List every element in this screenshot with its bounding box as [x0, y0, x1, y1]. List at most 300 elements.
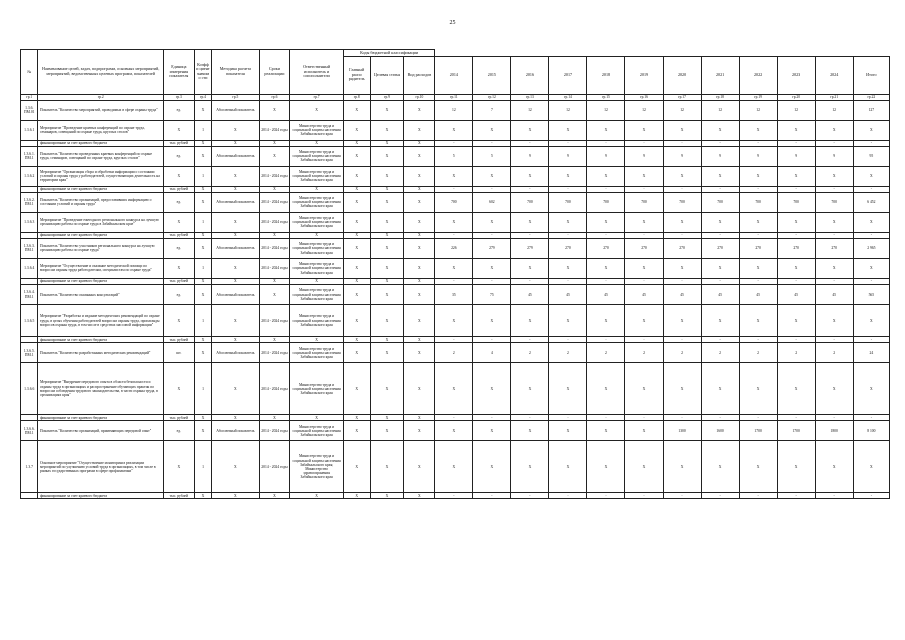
program-table-wrapper — [20, 49, 890, 499]
row-number-cell: 1.3.6.5. ПМ.1 — [21, 343, 38, 363]
table-cell: 700 — [777, 192, 815, 212]
table-cell: Х — [343, 441, 370, 493]
table-cell: 12 — [739, 100, 777, 120]
table-cell: - — [625, 278, 663, 284]
table-cell: Абсолютный показатель — [212, 146, 259, 166]
table-cell: 2 — [549, 343, 587, 363]
table-cell: Х — [259, 140, 290, 146]
table-cell: Х — [815, 120, 853, 140]
table-cell: Х — [259, 337, 290, 343]
table-cell: ед. — [163, 285, 194, 305]
table-cell: - — [815, 140, 853, 146]
row-number-cell: 1.3.6.2 — [21, 166, 38, 186]
table-cell: 9 — [739, 146, 777, 166]
table-cell: Х — [549, 212, 587, 232]
table-cell: Министерство труда и социальной защиты населения Забайкальского края — [290, 421, 343, 441]
table-cell: Х — [370, 343, 404, 363]
row-name-cell: Мероприятие "Проведение ежегодного регионального конкурса на лучшую организацию работы по охране труда в Забайкальском крае" — [38, 212, 163, 232]
table-cell: - — [739, 415, 777, 421]
table-cell: Х — [663, 305, 701, 337]
row-number-cell: 1.3.6.3. ПМ.1 — [21, 238, 38, 258]
table-cell: Х — [343, 493, 370, 499]
column-number-cell: гр.7 — [290, 94, 343, 100]
table-cell: Х — [853, 363, 889, 415]
table-cell: Х — [212, 120, 259, 140]
table-cell: Х — [853, 120, 889, 140]
table-cell: Х — [194, 192, 211, 212]
table-cell: - — [815, 493, 853, 499]
header-budget-codes: Коды бюджетной классификации — [343, 50, 435, 57]
table-cell: Х — [739, 305, 777, 337]
column-number-cell: гр.11 — [435, 94, 473, 100]
table-cell: Х — [739, 166, 777, 186]
table-cell: 2014 - 2024 годы — [259, 120, 290, 140]
table-cell: Х — [259, 186, 290, 192]
table-cell: - — [853, 140, 889, 146]
row-number-cell: 1.3.6.1 — [21, 120, 38, 140]
table-cell: ед. — [163, 100, 194, 120]
table-row — [21, 421, 890, 441]
table-cell: 45 — [739, 285, 777, 305]
table-cell: Х — [587, 441, 625, 493]
table-cell: 700 — [587, 192, 625, 212]
table-cell: - — [663, 186, 701, 192]
table-cell: Х — [587, 258, 625, 278]
table-cell: 45 — [549, 285, 587, 305]
table-cell: Х — [511, 441, 549, 493]
table-cell: Х — [212, 441, 259, 493]
table-cell: Х — [343, 186, 370, 192]
table-cell: Х — [370, 186, 404, 192]
table-cell: Х — [212, 140, 259, 146]
table-cell: 9 — [815, 146, 853, 166]
table-cell: - — [473, 140, 511, 146]
table-cell: - — [549, 186, 587, 192]
row-number-cell: 1.3.6.3 — [21, 212, 38, 232]
table-cell: - — [473, 415, 511, 421]
table-cell: Х — [473, 166, 511, 186]
table-cell: Х — [163, 120, 194, 140]
table-cell: Х — [435, 212, 473, 232]
table-cell: - — [663, 493, 701, 499]
table-cell: Х — [259, 285, 290, 305]
table-cell: 2014 - 2024 годы — [259, 238, 290, 258]
table-cell: Министерство труда и социальной защиты населения Забайкальского края — [290, 363, 343, 415]
header-year: 2014 — [435, 56, 473, 94]
table-cell: Х — [212, 232, 259, 238]
table-cell: - — [739, 337, 777, 343]
table-cell: Х — [343, 100, 370, 120]
table-cell: 2 — [511, 343, 549, 363]
table-cell: Х — [163, 258, 194, 278]
table-cell: - — [549, 415, 587, 421]
table-cell: Х — [404, 415, 435, 421]
table-cell: 9 — [549, 146, 587, 166]
table-cell: Х — [370, 166, 404, 186]
header-year: 2023 — [777, 56, 815, 94]
table-cell: - — [701, 140, 739, 146]
header-grbs: Главный распо рядитель — [343, 56, 370, 94]
table-cell: Х — [663, 258, 701, 278]
header-blank — [435, 50, 890, 57]
row-name-cell: Мероприятие "Разработка и издание методических рекомендаций по охране труда, в целях обучения работодателей вопросам охраны труда, пропаганды вопросов охраны труда, в том числе в средствах массовой информации" — [38, 305, 163, 337]
table-cell: 5 — [473, 146, 511, 166]
table-header — [21, 50, 890, 95]
table-cell: - — [853, 415, 889, 421]
table-cell: - — [815, 278, 853, 284]
table-cell: Х — [404, 120, 435, 140]
table-cell: Х — [290, 278, 343, 284]
table-cell: 270 — [625, 238, 663, 258]
column-number-cell: гр.4 — [194, 94, 211, 100]
table-cell: Абсолютный показатель — [212, 192, 259, 212]
row-name-cell: Показатель "Количество организаций, применяющих передовой опыт" — [38, 421, 163, 441]
table-cell: Х — [404, 363, 435, 415]
table-cell: Х — [739, 212, 777, 232]
table-cell: 12 — [777, 100, 815, 120]
table-cell: 5 — [435, 146, 473, 166]
header-name: Наименование целей, задач, подпрограмм, основных мероприятий, мероприятий, ведомственных целевых программ, показателей — [38, 50, 163, 95]
row-name-cell: финансирование за счет краевого бюджета — [38, 415, 163, 421]
column-number-cell: гр.17 — [663, 94, 701, 100]
header-total: Итого — [853, 56, 889, 94]
table-cell: Министерство труда и социальной защиты населения Забайкальского края — [290, 343, 343, 363]
table-cell: Х — [701, 441, 739, 493]
table-cell: 45 — [587, 285, 625, 305]
table-cell: 45 — [777, 285, 815, 305]
table-cell: - — [587, 278, 625, 284]
table-row — [21, 441, 890, 493]
table-cell: Х — [511, 212, 549, 232]
table-cell: Х — [404, 192, 435, 212]
table-cell: Х — [473, 363, 511, 415]
table-cell: тыс. рублей — [163, 415, 194, 421]
table-cell: Х — [370, 415, 404, 421]
table-cell: 1 — [194, 212, 211, 232]
header-year: 2020 — [663, 56, 701, 94]
table-cell: 2 — [815, 343, 853, 363]
row-number-cell: 1.3.6.4. ПМ.1 — [21, 285, 38, 305]
header-year: 2024 — [815, 56, 853, 94]
table-cell: Абсолютный показатель — [212, 343, 259, 363]
table-cell: - — [701, 337, 739, 343]
table-cell: Х — [343, 258, 370, 278]
table-cell: Х — [549, 120, 587, 140]
row-name-cell: Показатель "Количество оказанных консультаций" — [38, 285, 163, 305]
table-cell: Х — [370, 192, 404, 212]
table-cell: Х — [549, 363, 587, 415]
table-cell: - — [549, 493, 587, 499]
table-cell: - — [853, 232, 889, 238]
table-cell: 1 — [194, 258, 211, 278]
table-cell: Х — [212, 493, 259, 499]
header-num: № — [21, 50, 38, 95]
table-cell: Х — [404, 166, 435, 186]
table-cell: Х — [259, 232, 290, 238]
column-number-cell: гр.8 — [343, 94, 370, 100]
table-cell: Х — [549, 258, 587, 278]
table-cell: 226 — [435, 238, 473, 258]
table-cell: Х — [663, 441, 701, 493]
table-cell: 6 452 — [853, 192, 889, 212]
table-cell: Х — [259, 100, 290, 120]
table-cell: 45 — [663, 285, 701, 305]
row-number-cell: 1.3.6.6. ПМ.1 — [21, 421, 38, 441]
table-cell: 95 — [853, 146, 889, 166]
table-cell: 602 — [473, 192, 511, 212]
table-cell: Х — [511, 305, 549, 337]
table-cell: Х — [404, 441, 435, 493]
table-cell: Х — [370, 238, 404, 258]
table-cell: 12 — [663, 100, 701, 120]
table-cell: Х — [777, 166, 815, 186]
table-cell: - — [473, 278, 511, 284]
table-cell: - — [435, 278, 473, 284]
table-cell: Х — [343, 192, 370, 212]
table-cell: 35 — [435, 285, 473, 305]
table-cell: 1300 — [663, 421, 701, 441]
table-cell: Х — [404, 493, 435, 499]
table-cell: Х — [511, 120, 549, 140]
table-cell: - — [511, 493, 549, 499]
table-cell: Х — [853, 166, 889, 186]
table-cell: Х — [404, 285, 435, 305]
table-cell: Х — [435, 258, 473, 278]
table-cell: Х — [663, 166, 701, 186]
table-cell: Х — [663, 212, 701, 232]
column-number-cell: гр.20 — [777, 94, 815, 100]
table-cell: Х — [549, 166, 587, 186]
table-cell: - — [511, 415, 549, 421]
table-cell: Х — [290, 493, 343, 499]
table-cell: Х — [370, 285, 404, 305]
table-cell: Х — [511, 363, 549, 415]
table-cell: тыс. рублей — [163, 337, 194, 343]
table-cell: - — [853, 186, 889, 192]
table-cell: - — [511, 186, 549, 192]
table-cell: 9 — [701, 146, 739, 166]
table-cell: - — [739, 278, 777, 284]
table-cell: 127 — [853, 100, 889, 120]
table-cell: шт. — [163, 343, 194, 363]
table-cell: тыс. рублей — [163, 140, 194, 146]
table-cell: 2014 - 2024 годы — [259, 421, 290, 441]
table-cell: Х — [549, 421, 587, 441]
table-cell: Х — [370, 100, 404, 120]
row-name-cell: финансирование за счет краевого бюджета — [38, 278, 163, 284]
table-cell: 2014 - 2024 годы — [259, 305, 290, 337]
table-cell: Х — [343, 166, 370, 186]
table-cell: 24 — [853, 343, 889, 363]
table-cell: Министерство труда и социальной защиты населения Забайкальского края — [290, 146, 343, 166]
table-cell: - — [625, 337, 663, 343]
column-number-cell: гр.6 — [259, 94, 290, 100]
table-cell: 700 — [663, 192, 701, 212]
table-cell: - — [435, 337, 473, 343]
row-name-cell: финансирование за счет краевого бюджета — [38, 337, 163, 343]
header-responsible: Ответственный исполнитель и соисполнители — [290, 50, 343, 95]
table-cell: Х — [194, 415, 211, 421]
table-cell: 270 — [815, 238, 853, 258]
table-cell: Х — [435, 421, 473, 441]
table-cell: Министерство труда и социальной защиты населения Забайкальского края — [290, 305, 343, 337]
header-method: Методика расчета показателя — [212, 50, 259, 95]
table-cell: Х — [435, 166, 473, 186]
table-cell: Министерство труда и социальной защиты населения Забайкальского края — [290, 238, 343, 258]
table-cell: Министерство труда и социальной защиты населения Забайкальского края — [290, 212, 343, 232]
table-cell: - — [587, 415, 625, 421]
column-number-cell: гр.21 — [815, 94, 853, 100]
table-cell: - — [777, 493, 815, 499]
table-cell: Х — [212, 258, 259, 278]
table-cell: Х — [212, 278, 259, 284]
table-cell: Х — [290, 140, 343, 146]
table-cell: 45 — [701, 285, 739, 305]
table-cell: 9 — [663, 146, 701, 166]
table-cell: Х — [194, 337, 211, 343]
table-cell: Х — [777, 258, 815, 278]
table-cell: 8 100 — [853, 421, 889, 441]
table-cell: - — [815, 337, 853, 343]
table-body — [21, 94, 890, 499]
table-row — [21, 285, 890, 305]
table-cell: 2 — [625, 343, 663, 363]
table-cell: Х — [212, 212, 259, 232]
table-cell: Абсолютный показатель — [212, 421, 259, 441]
table-cell: 270 — [739, 238, 777, 258]
column-number-cell: гр.12 — [473, 94, 511, 100]
table-cell: Министерство труда и социальной защиты населения Забайкальского края — [290, 258, 343, 278]
table-cell: - — [435, 140, 473, 146]
row-number-cell: 1.3.6.4 — [21, 258, 38, 278]
row-number-cell: 1.3.6.2. ПМ.1 — [21, 192, 38, 212]
table-cell: ед. — [163, 238, 194, 258]
column-number-cell: гр.22 — [853, 94, 889, 100]
table-cell: Х — [290, 186, 343, 192]
table-cell: 12 — [625, 100, 663, 120]
table-cell: Х — [370, 212, 404, 232]
table-row — [21, 238, 890, 258]
table-cell: 12 — [435, 100, 473, 120]
table-cell: 2 — [701, 343, 739, 363]
row-name-cell: финансирование за счет краевого бюджета — [38, 493, 163, 499]
table-cell: - — [435, 232, 473, 238]
table-cell: 2014 - 2024 годы — [259, 212, 290, 232]
table-cell: Министерство труда и социальной защиты населения Забайкальского края — [290, 166, 343, 186]
row-name-cell: Мероприятие "Проведение краевых конференций по охране труда, семинаров, совещаний по охране труда, круглых столов" — [38, 120, 163, 140]
table-cell: - — [701, 186, 739, 192]
table-cell: Х — [259, 415, 290, 421]
table-cell: Х — [370, 441, 404, 493]
row-name-cell: Мероприятие "Организация сбора и обработки информации о состоянии условий и охраны труда у работодателей, осуществляющих деятельность на территории края" — [38, 166, 163, 186]
table-cell: 1 — [194, 120, 211, 140]
table-cell: - — [853, 278, 889, 284]
table-cell: Х — [777, 120, 815, 140]
table-cell: 12 — [701, 100, 739, 120]
table-cell: Х — [473, 421, 511, 441]
table-cell: 2014 - 2024 годы — [259, 258, 290, 278]
table-cell: Х — [625, 305, 663, 337]
table-cell: - — [473, 337, 511, 343]
table-cell: 1700 — [777, 421, 815, 441]
table-cell: Х — [853, 441, 889, 493]
table-cell: - — [777, 186, 815, 192]
column-number-cell: гр.13 — [511, 94, 549, 100]
table-cell: Х — [404, 421, 435, 441]
table-cell: - — [739, 493, 777, 499]
header-year: 2019 — [625, 56, 663, 94]
table-cell: ед. — [163, 421, 194, 441]
table-row — [21, 305, 890, 337]
table-cell: Абсолютный показатель — [212, 238, 259, 258]
table-cell: Х — [194, 421, 211, 441]
header-year: 2021 — [701, 56, 739, 94]
table-cell: 7 — [473, 100, 511, 120]
table-cell: Х — [194, 186, 211, 192]
table-cell: 700 — [739, 192, 777, 212]
row-name-cell: Показатель "Количество разработанных методических рекомендаций" — [38, 343, 163, 363]
table-cell: Х — [815, 166, 853, 186]
table-cell: тыс. рублей — [163, 232, 194, 238]
table-cell: Х — [370, 258, 404, 278]
table-cell: Х — [370, 305, 404, 337]
row-name-cell: финансирование за счет краевого бюджета — [38, 140, 163, 146]
table-cell: Х — [370, 421, 404, 441]
table-cell: Х — [701, 166, 739, 186]
table-cell: Х — [404, 238, 435, 258]
header-vr: Вид расходов — [404, 56, 435, 94]
table-cell: 270 — [587, 238, 625, 258]
table-cell: Х — [473, 441, 511, 493]
table-cell: Х — [625, 258, 663, 278]
table-cell: Х — [739, 258, 777, 278]
table-cell: Х — [587, 120, 625, 140]
table-cell: Х — [212, 186, 259, 192]
table-cell: - — [777, 232, 815, 238]
table-cell: - — [777, 415, 815, 421]
row-name-cell: Показатель "Количество участников регионального конкурса на лучшую организацию работы по охране труда" — [38, 238, 163, 258]
table-cell: 700 — [549, 192, 587, 212]
table-cell: - — [663, 140, 701, 146]
row-name-cell: финансирование за счет краевого бюджета — [38, 232, 163, 238]
table-cell: Х — [343, 120, 370, 140]
table-cell: - — [587, 186, 625, 192]
table-cell: 700 — [815, 192, 853, 212]
table-cell: 2 — [587, 343, 625, 363]
table-cell: 270 — [701, 238, 739, 258]
table-cell: - — [739, 232, 777, 238]
table-cell: - — [587, 140, 625, 146]
table-cell: Х — [404, 212, 435, 232]
table-cell: Х — [404, 232, 435, 238]
table-cell: - — [511, 232, 549, 238]
program-table — [20, 49, 890, 499]
table-cell: Х — [370, 493, 404, 499]
table-cell: Х — [853, 258, 889, 278]
table-cell: Х — [404, 100, 435, 120]
table-cell: Х — [259, 278, 290, 284]
column-number-cell: гр.3 — [163, 94, 194, 100]
table-cell: Х — [473, 212, 511, 232]
table-cell: Х — [370, 140, 404, 146]
table-row — [21, 166, 890, 186]
table-cell: - — [777, 337, 815, 343]
table-cell: 700 — [511, 192, 549, 212]
column-number-cell: гр.14 — [549, 94, 587, 100]
header-coef: Коэффи циент значимо сти — [194, 50, 211, 95]
table-cell: 2014 - 2024 годы — [259, 166, 290, 186]
table-cell: 12 — [511, 100, 549, 120]
